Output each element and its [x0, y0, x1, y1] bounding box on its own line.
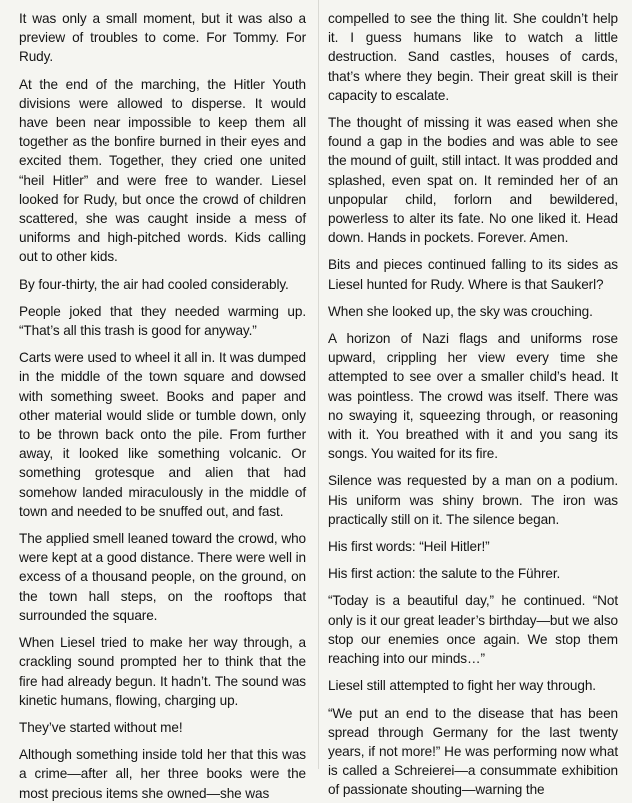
- paragraph: Liesel still attempted to fight her way through.: [328, 678, 596, 694]
- paragraph: At the end of the marching, the Hitler Youth divisions were allowed to disperse. It would have been near impossible to keep them all together as the bonfire burned in their eyes and excited them. Together, they cried one united “heil Hitler” and were free to wander. Liesel looked for Rudy, but once the crowd of children scattered, she was caught inside a mess of uniforms and high-pitched words. Kids calling out to other kids.: [19, 76, 306, 265]
- paragraph: They’ve started without me!: [19, 719, 183, 735]
- paragraph: When Liesel tried to make her way through, a crackling sound prompted her to think that the fire had already begun. It hadn’t. The sound was kinetic humans, flowing, charging up.: [19, 635, 306, 708]
- paragraph: Carts were used to wheel it all in. It was dumped in the middle of the town square and dowsed with something sweet. Books and paper and other material would slide or tumble down, only to be thrown back onto the pile. From further away, it looked like something volcanic. Or something grotesque and alien that had somehow landed miraculously in the middle of town and needed to be snuffed out, and fast.: [19, 350, 306, 519]
- paragraph: It was only a small moment, but it was also a preview of troubles to come. For Tommy. For Rudy.: [19, 11, 306, 65]
- paragraph: By four-thirty, the air had cooled considerably.: [19, 276, 289, 292]
- paragraph: A horizon of Nazi flags and uniforms rose upward, crippling her view every time she attempted to see over a smaller child’s head. It was pointless. The crowd was itself. There was no swaying it, squeezing through, or reasoning with it. You breathed with it and you sang its songs. You waited for its fire.: [328, 331, 618, 462]
- paragraph: The thought of missing it was eased when she found a gap in the bodies and was able to see the mound of guilt, still intact. It was prodded and splashed, even spat on. It reminded her of an unpopular child, forlorn and bewildered, powerless to alter its fate. No one liked it. Head down. Hands in pockets. Forever. Amen.: [328, 115, 618, 246]
- paragraph: The applied smell leaned toward the crowd, who were kept at a good distance. There were well in excess of a thousand people, on the ground, on the town hall steps, on the rooftops that surrounded the square.: [19, 531, 306, 623]
- paragraph: “Today is a beautiful day,” he continued. “Not only is it our great leader’s birthday—but we also stop our enemies once again. We stop them reaching into our minds…”: [328, 593, 618, 667]
- paragraph: When she looked up, the sky was crouching.: [328, 303, 593, 319]
- paragraph: Bits and pieces continued falling to its sides as Liesel hunted for Rudy. Where is that Saukerl?: [328, 257, 618, 292]
- paragraph: “We put an end to the disease that has been spread through Germany for the last twenty years, if not more!” He was performing now what is called a Schreierei—a consummate exhibition of passionate shouting—warning the: [328, 705, 618, 798]
- paragraph: People joked that they needed warming up. “That’s all this trash is good for anyway.”: [19, 303, 306, 339]
- paragraph: His first words: “Heil Hitler!”: [328, 539, 490, 555]
- paragraph: Although something inside told her that this was a crime—after all, her three books were the most precious items she owned—she was: [19, 747, 306, 801]
- paragraph: His first action: the salute to the Führer.: [328, 566, 561, 582]
- right-column: [318, 0, 632, 798]
- paragraph: Silence was requested by a man on a podium. His uniform was shiny brown. The iron was practically still on it. The silence began.: [328, 473, 618, 527]
- paragraph: compelled to see the thing lit. She couldn’t help it. I guess humans like to watch a little destruction. Sand castles, houses of cards, that’s where they begin. Their great skill is their capacity to escalate.: [328, 11, 618, 103]
